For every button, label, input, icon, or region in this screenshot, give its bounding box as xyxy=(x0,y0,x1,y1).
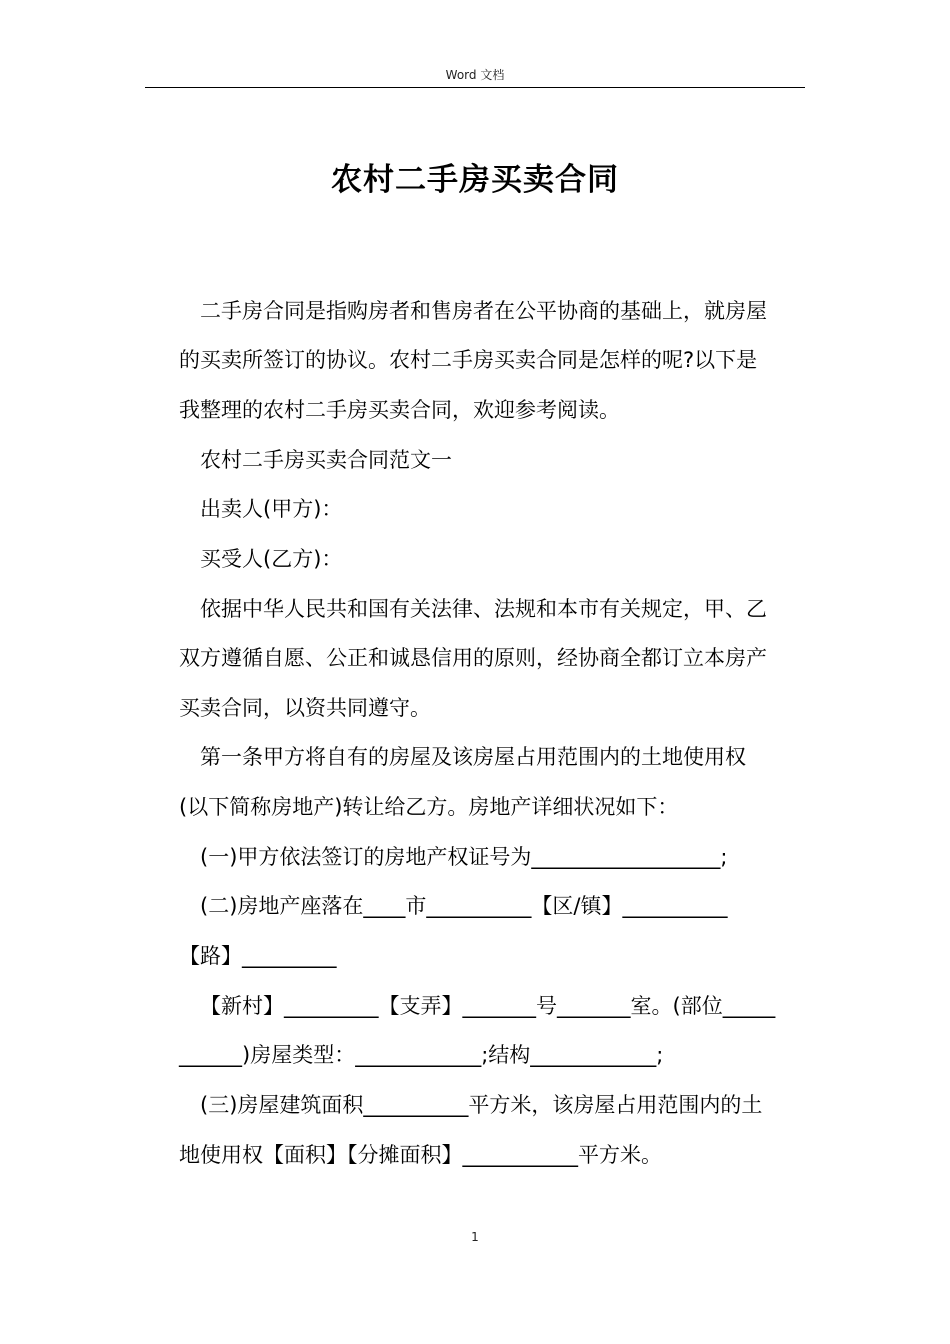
paragraph-line: (三)房屋建筑面积__________平方米，该房屋占用范围内的土 xyxy=(200,1093,763,1117)
paragraph-line: 出卖人(甲方)： xyxy=(200,497,343,521)
paragraph-line: 依据中华人民共和国有关法律、法规和本市有关规定，甲、乙 xyxy=(200,597,767,621)
header-divider xyxy=(145,87,805,88)
page-number: 1 xyxy=(471,1230,479,1244)
paragraph-line: ______)房屋类型：____________;结构____________; xyxy=(179,1043,664,1067)
paragraph-line: (一)甲方依法签订的房地产权证号为__________________; xyxy=(200,845,728,869)
paragraph-line: 第一条甲方将自有的房屋及该房屋占用范围内的土地使用权 xyxy=(200,745,746,769)
paragraph-line: 买受人(乙方)： xyxy=(200,547,343,571)
paragraph-line: 地使用权【面积】【分摊面积】___________平方米。 xyxy=(179,1143,662,1167)
paragraph-line: 农村二手房买卖合同范文一 xyxy=(200,448,452,472)
paragraph-line: 【新村】_________【支弄】_______号_______室。(部位_____ xyxy=(200,994,776,1018)
paragraph-line: 的买卖所签订的协议。农村二手房买卖合同是怎样的呢?以下是 xyxy=(179,348,758,372)
paragraph-line: 买卖合同，以资共同遵守。 xyxy=(179,696,431,720)
paragraph-line: (二)房地产座落在____市__________【区/镇】__________ xyxy=(200,894,728,918)
paragraph-line: 我整理的农村二手房买卖合同，欢迎参考阅读。 xyxy=(179,398,620,422)
paragraph-line: (以下简称房地产)转让给乙方。房地产详细状况如下： xyxy=(179,795,679,819)
page-header: Word 文档 xyxy=(445,68,505,82)
paragraph-line: 二手房合同是指购房者和售房者在公平协商的基础上，就房屋 xyxy=(200,299,767,323)
paragraph-line: 【路】_________ xyxy=(179,944,337,968)
paragraph-line: 双方遵循自愿、公正和诚恳信用的原则，经协商全都订立本房产 xyxy=(179,646,767,670)
document-title: 农村二手房买卖合同 xyxy=(331,162,619,198)
